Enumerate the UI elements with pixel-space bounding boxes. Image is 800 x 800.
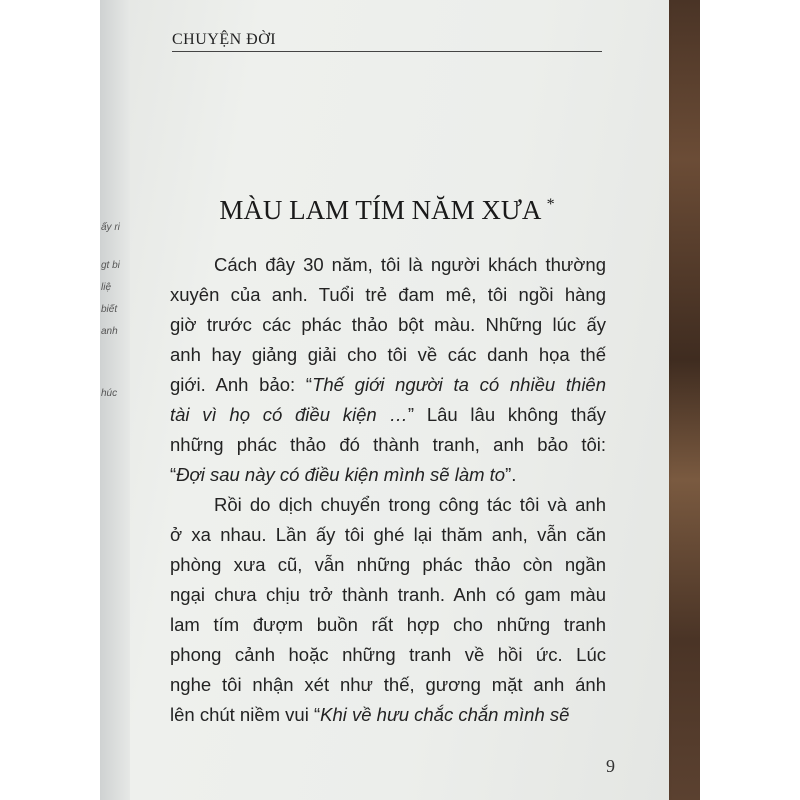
text-segment: giới. Anh bảo: “ (170, 374, 313, 395)
text-line (170, 670, 606, 700)
text-line (170, 310, 606, 340)
body-text (170, 250, 606, 730)
page-number: 9 (606, 756, 615, 776)
book-photo (100, 0, 700, 800)
text-line (170, 400, 606, 430)
book-page (130, 0, 669, 800)
text-line (170, 580, 606, 610)
text-segment: xuyên của anh. Tuổi trẻ đam mê, tôi ngồi hàng (170, 284, 606, 305)
text-line (170, 280, 606, 310)
text-segment: Rồi do dịch chuyển trong công tác tôi và anh (214, 494, 606, 515)
text-line (170, 370, 606, 400)
text-segment: nghe tôi nhận xét như thế, gương mặt anh ánh (170, 674, 606, 695)
italic-quote-segment: tài vì họ có điều kiện … (170, 404, 408, 425)
text-segment: “ (170, 464, 177, 485)
text-segment: ngại chưa chịu trở thành tranh. Anh có gam màu (170, 584, 606, 605)
text-line (170, 340, 606, 370)
margin-fragment: biết (101, 304, 118, 315)
text-line (170, 430, 606, 460)
text-segment: phòng xưa cũ, vẫn những phác thảo còn ngần (170, 554, 606, 575)
text-segment: những phác thảo đó thành tranh, anh bảo tôi: (170, 434, 606, 455)
margin-fragment: liệ (101, 282, 112, 293)
margin-fragment: anh (101, 326, 118, 337)
facing-page-edge (100, 0, 130, 800)
text-line (170, 610, 606, 640)
text-segment: ”. (505, 464, 517, 485)
italic-quote-segment: Khi về hưu chắc chắn mình sẽ (320, 704, 570, 725)
header-rule (172, 51, 602, 52)
wooden-table (668, 0, 700, 800)
text-line (170, 700, 606, 730)
text-line (170, 520, 606, 550)
text-segment: ở xa nhau. Lần ấy tôi ghé lại thăm anh, vẫn căn (170, 524, 606, 545)
chapter-title-text: MÀU LAM TÍM NĂM XƯA (219, 195, 540, 225)
italic-quote-segment: Đợi sau này có điều kiện mình sẽ làm to (176, 464, 506, 485)
text-line (170, 640, 606, 670)
text-segment: lên chút niềm vui “ (170, 704, 321, 725)
text-segment: ” Lâu lâu không thấy (407, 404, 606, 425)
footnote-mark: * (546, 196, 555, 213)
text-line (170, 250, 606, 280)
margin-fragment: ấy ri (101, 222, 120, 233)
text-segment: anh hay giảng giải cho tôi về các danh họa thế (170, 344, 606, 365)
text-segment: Cách đây 30 năm, tôi là người khách thường (214, 254, 606, 275)
text-segment: phong cảnh hoặc những tranh về hồi ức. Lúc (170, 644, 606, 665)
italic-quote-segment: Thế giới người ta có nhiều thiên (312, 374, 607, 395)
running-header: CHUYỆN ĐỜI (172, 31, 277, 48)
text-segment: lam tím đượm buồn rất hợp cho những tranh (170, 614, 606, 635)
chapter-title (172, 193, 602, 227)
text-line (170, 490, 606, 520)
margin-fragment: gt bi (101, 260, 120, 271)
text-segment: giờ trước các phác thảo bột màu. Những lúc ấy (170, 314, 606, 335)
margin-fragment: húc (101, 388, 118, 399)
text-line (170, 550, 606, 580)
text-line (170, 460, 606, 490)
